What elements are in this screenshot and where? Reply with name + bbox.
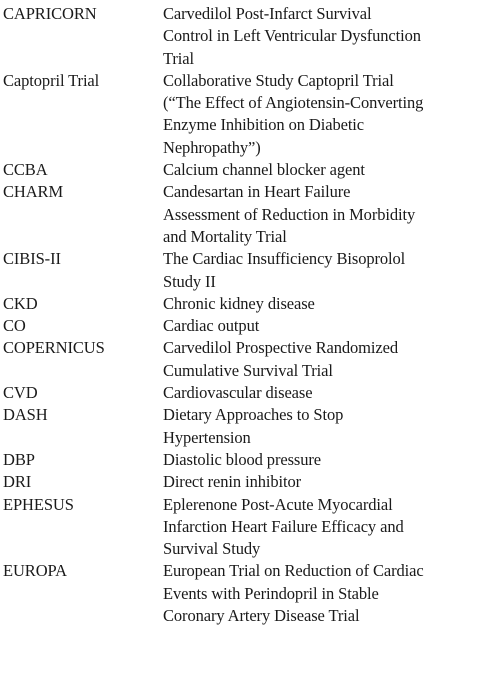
definition-line: Control in Left Ventricular Dysfunction [163, 26, 421, 46]
definition-line: Hypertension [163, 427, 251, 447]
glossary-definition [163, 404, 485, 449]
glossary-term: COPERNICUS [3, 338, 105, 358]
definition-line: Eplerenone Post-Acute Myocardial [163, 494, 393, 514]
glossary-definition [163, 293, 485, 315]
glossary-term: Captopril Trial [3, 70, 100, 90]
definition-line: and Mortality Trial [163, 226, 287, 246]
glossary-entry-capricorn [3, 3, 485, 70]
definition-line: (“The Effect of Angiotensin-Converting [163, 93, 424, 113]
glossary-definition [163, 494, 485, 561]
glossary-term: EPHESUS [3, 494, 74, 514]
glossary-definition [163, 560, 485, 627]
definition-line: Diastolic blood pressure [163, 449, 321, 469]
glossary-definition [163, 337, 485, 382]
glossary-entry-cibis-ii [3, 248, 485, 293]
definition-line: Study II [163, 271, 216, 291]
glossary-entry-dbp [3, 449, 485, 471]
glossary-term: CHARM [3, 182, 64, 202]
glossary-entry-ccba [3, 159, 485, 181]
definition-line: Calcium channel blocker agent [163, 160, 365, 180]
definition-line: Coronary Artery Disease Trial [163, 606, 360, 626]
glossary-term: CCBA [3, 160, 48, 180]
glossary-entry-captopril-trial [3, 70, 485, 159]
glossary-term: EUROPA [3, 561, 67, 581]
definition-line: Infarction Heart Failure Efficacy and [163, 516, 404, 536]
glossary-entry-dash [3, 404, 485, 449]
definition-line: The Cardiac Insufficiency Bisoprolol [163, 249, 406, 269]
glossary-entry-cvd [3, 382, 485, 404]
glossary-term: CVD [3, 383, 38, 403]
definition-line: Cardiovascular disease [163, 383, 313, 403]
glossary-entry-copernicus [3, 337, 485, 382]
definition-line: Carvedilol Prospective Randomized [163, 338, 398, 358]
glossary-term: DASH [3, 405, 48, 425]
glossary-definition [163, 248, 485, 293]
definition-line: Candesartan in Heart Failure [163, 182, 351, 202]
glossary-definition [163, 70, 485, 159]
glossary-definition [163, 382, 485, 404]
glossary-term: CAPRICORN [3, 4, 97, 23]
definition-line: Trial [163, 48, 194, 68]
definition-line: Events with Perindopril in Stable [163, 583, 379, 603]
definition-line: Nephropathy”) [163, 137, 261, 157]
glossary-term: CO [3, 316, 26, 336]
glossary-entry-charm [3, 181, 485, 248]
glossary-term: CIBIS-II [3, 249, 61, 269]
definition-line: Cumulative Survival Trial [163, 360, 333, 380]
glossary-entry-europa [3, 560, 485, 627]
definition-line: Collaborative Study Captopril Trial [163, 70, 394, 90]
definition-line: European Trial on Reduction of Cardiac [163, 561, 424, 581]
glossary-entry-ckd [3, 293, 485, 315]
glossary-definition [163, 449, 485, 471]
definition-line: Enzyme Inhibition on Diabetic [163, 115, 365, 135]
glossary-definition [163, 159, 485, 181]
definition-line: Carvedilol Post-Infarct Survival [163, 4, 372, 23]
definition-line: Cardiac output [163, 316, 260, 336]
definition-line: Chronic kidney disease [163, 293, 315, 313]
glossary-entry-dri [3, 471, 485, 493]
glossary-entry-co [3, 315, 485, 337]
glossary-term: DRI [3, 472, 32, 492]
glossary-term: DBP [3, 449, 35, 469]
glossary-definition [163, 315, 485, 337]
glossary-definition [163, 471, 485, 493]
glossary-definition [163, 3, 485, 70]
definition-line: Assessment of Reduction in Morbidity [163, 204, 416, 224]
glossary-definition [163, 181, 485, 248]
definition-line: Survival Study [163, 539, 261, 559]
definition-line: Dietary Approaches to Stop [163, 405, 344, 425]
glossary-entry-ephesus [3, 494, 485, 561]
definition-line: Direct renin inhibitor [163, 472, 302, 492]
glossary-term: CKD [3, 293, 38, 313]
